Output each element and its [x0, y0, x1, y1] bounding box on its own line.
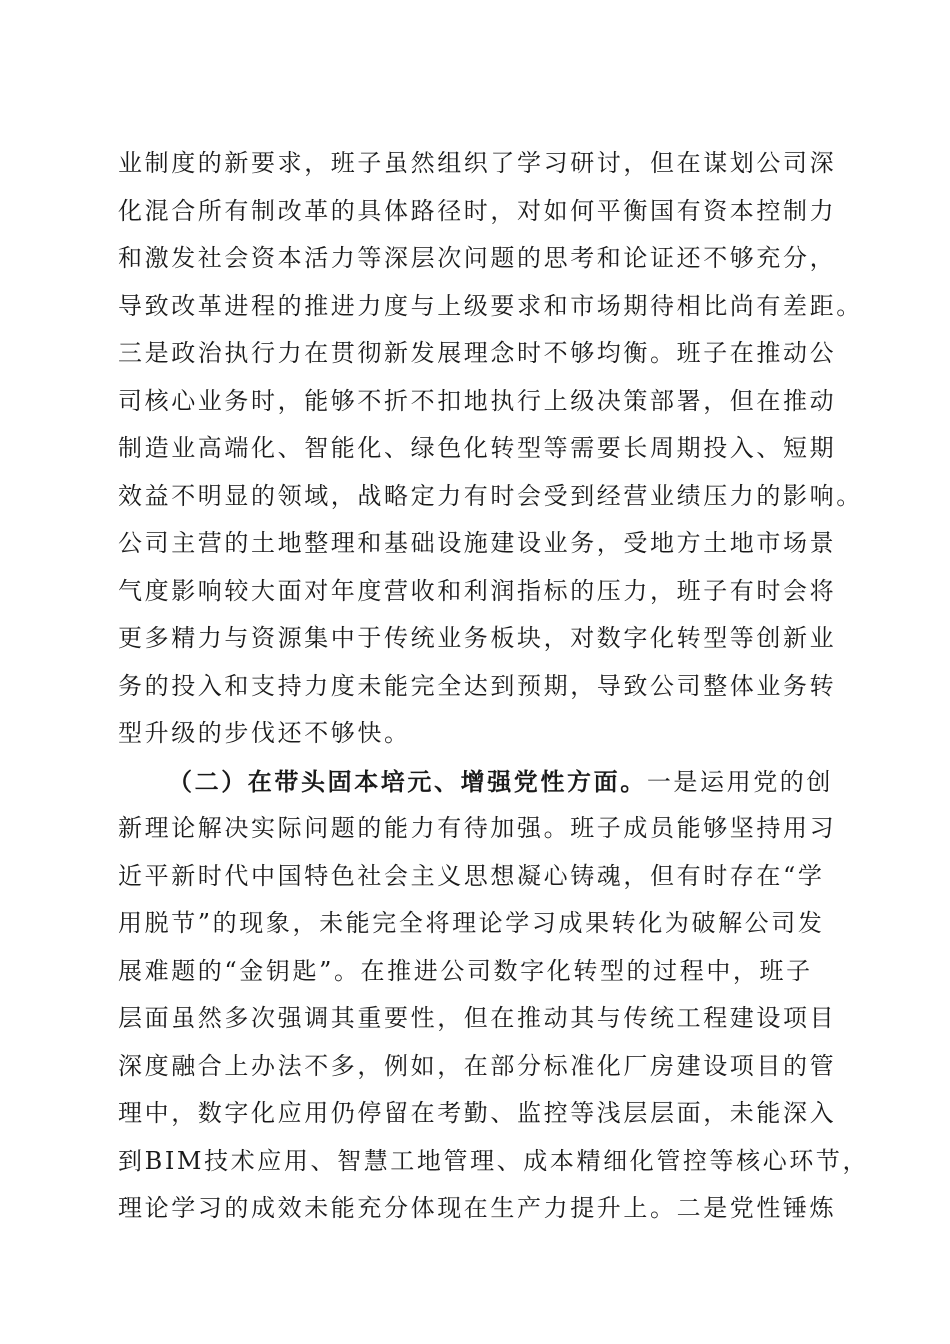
text-line: 到BIM技术应用、智慧工地管理、成本精细化管控等核心环节， — [118, 1146, 870, 1175]
text-line: 制造业高端化、智能化、绿色化转型等需要长周期投入、短期 — [118, 434, 837, 462]
text-line: 型升级的步伐还不够快。 — [118, 719, 411, 747]
text-line: 务的投入和支持力度未能完全达到预期，导致公司整体业务转 — [118, 671, 837, 700]
text-line: 新理论解决实际问题的能力有待加强。班子成员能够坚持用习 — [118, 814, 837, 842]
text-line: 司核心业务时，能够不折不扣地执行上级决策部署，但在推动 — [118, 386, 837, 415]
text-line: 用脱节”的现象，未能完全将理论学习成果转化为破解公司发 — [118, 909, 825, 937]
text-line: 更多精力与资源集中于传统业务板块，对数字化转型等创新业 — [118, 624, 837, 652]
text-line: 近平新时代中国特色社会主义思想凝心铸魂，但有时存在“学 — [118, 861, 825, 890]
section-2-first-line — [118, 758, 838, 806]
text-line: 效益不明显的领域，战略定力有时会受到经营业绩压力的影响。 — [118, 481, 863, 510]
text-line: 深度融合上办法不多，例如，在部分标准化厂房建设项目的管 — [118, 1051, 837, 1080]
text-line: 理论学习的成效未能充分体现在生产力提升上。二是党性锤炼 — [118, 1194, 837, 1222]
text-line: 层面虽然多次强调其重要性，但在推动其与传统工程建设项目 — [118, 1004, 837, 1032]
text-line: 导致改革进程的推进力度与上级要求和市场期待相比尚有差距。 — [118, 291, 863, 320]
text-line: 化混合所有制改革的具体路径时，对如何平衡国有资本控制力 — [118, 196, 837, 225]
text-line: 业制度的新要求，班子虽然组织了学习研讨，但在谋划公司深 — [118, 149, 837, 177]
text-line: 和激发社会资本活力等深层次问题的思考和论证还不够充分， — [118, 244, 837, 272]
section-2-first-line-text: 一是运用党的创 — [646, 767, 834, 796]
section-2-heading: （二）在带头固本培元、增强党性方面。 — [168, 766, 647, 796]
text-line: 展难题的“金钥匙”。在推进公司数字化转型的过程中，班子 — [118, 956, 813, 985]
document-body — [118, 140, 870, 1233]
text-line: 三是政治执行力在贯彻新发展理念时不够均衡。班子在推动公 — [118, 339, 837, 367]
text-line: 公司主营的土地整理和基础设施建设业务，受地方土地市场景 — [118, 529, 837, 557]
text-line: 气度影响较大面对年度营收和利润指标的压力，班子有时会将 — [118, 576, 837, 605]
text-line: 理中，数字化应用仍停留在考勤、监控等浅层层面，未能深入 — [118, 1099, 837, 1127]
